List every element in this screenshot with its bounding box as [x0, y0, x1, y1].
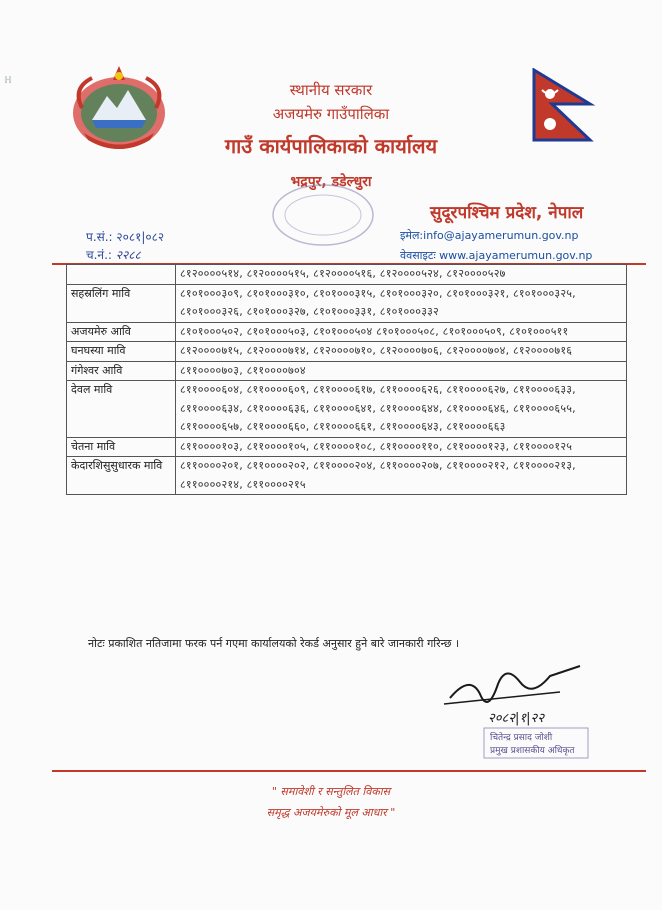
header-line-1: स्थानीय सरकार [289, 81, 373, 99]
office-address: भद्रपुर, डडेल्धुरा [290, 174, 372, 190]
roll-numbers: ८११००००७०३, ८११००००७०४ [176, 361, 627, 381]
margin-mark: ℍ [4, 76, 12, 86]
school-name: सहस्रलिंग मावि [67, 284, 176, 322]
roll-numbers: ८११००००२०१, ८११००००२०२, ८११००००२०४, ८११००००२०७, ८११००००२१२, ८११००००२१३, ८११००००२१४, ८११००००२१५ [176, 457, 627, 495]
table-row [67, 265, 627, 285]
school-name: केदारशिसुसुधारक मावि [67, 457, 176, 495]
roll-numbers: ८१०१०००३०९, ८१०१०००३१०, ८१०१०००३१५, ८१०१०००३२०, ८१०१०००३२१, ८१०१०००३२५, ८१०१०००३२६, ८१०१०००३२७, ८१०१०००३३१, ८१०१०००३३२ [176, 284, 627, 322]
table-row [67, 284, 627, 322]
roll-numbers: ८११००००१०३, ८११००००१०५, ८११००००१०८, ८११००००११०, ८११००००१२३, ८११००००१२५ [176, 437, 627, 457]
roll-numbers: ८१०१०००५०२, ८१०१०००५०३, ८१०१०००५०४ ८१०१०००५०८, ८१०१०००५०९, ८१०१०००५११ [176, 322, 627, 342]
school-name [67, 265, 176, 285]
roll-numbers: ८१२००००७१५, ८१२००००७१४, ८१२००००७१०, ८१२००००७०६, ८१२००००७०४, ८१२००००७१६ [176, 342, 627, 362]
school-name: देवल मावि [67, 381, 176, 438]
motto-line-2: समृद्ध अजयमेरुको मूल आधार " [266, 806, 396, 819]
reference-number: प.सं.: २०८१|०८२ [86, 230, 165, 244]
dispatch-label: च.नं.: [86, 248, 112, 262]
results-table [66, 264, 627, 495]
dispatch-number [86, 246, 141, 263]
office-stamp-icon [268, 180, 378, 250]
office-title: गाउँ कार्यपालिकाको कार्यालय [224, 134, 438, 158]
motto-line-1: " समावेशी र सन्तुलित विकास [271, 785, 391, 798]
signature-date: २०८२|१|२२ [488, 711, 545, 726]
roll-numbers: ८१२००००५१४, ८१२००००५१५, ८१२००००५१६, ८१२००००५२४, ८१२००००५२७ [176, 265, 627, 285]
table-row [67, 457, 627, 495]
header-line-2: अजयमेरु गाउँपालिका [272, 105, 390, 123]
disclaimer-note: नोटः प्रकाशित नतिजामा फरक पर्न गएमा कार्यालयको रेकर्ड अनुसार हुने बारे जानकारी गरिन्छ । [88, 637, 460, 650]
school-name: घनघस्या मावि [67, 342, 176, 362]
footer-divider [52, 770, 646, 772]
table-row [67, 322, 627, 342]
school-name: चेतना मावि [67, 437, 176, 457]
school-name: अजयमेरु आवि [67, 322, 176, 342]
email-text[interactable]: इमेल:info@ajayamerumun.gov.np [400, 229, 579, 242]
stamp-title: प्रमुख प्रशासकीय अधिकृत [490, 746, 575, 756]
table-row [67, 437, 627, 457]
table-row [67, 381, 627, 438]
stamp-name: चितेन्द्र प्रसाद जोशी [490, 733, 553, 743]
website-text[interactable]: वेवसाइटः www.ajayamerumun.gov.np [400, 249, 593, 262]
province-name: सुदूरपश्चिम प्रदेश, नेपाल [430, 203, 584, 223]
dispatch-value: २२८८ [115, 248, 141, 262]
table-row [67, 342, 627, 362]
table-row [67, 361, 627, 381]
roll-numbers: ८११००००६०४, ८११००००६०९, ८११००००६१७, ८११००००६२६, ८११००००६२७, ८११००००६३३, ८११००००६३४, ८११००००६३६, ८११००००६४१, ८११००००६४४, ८११००००६४६, ८११००००६५५, ८११००००६५७, ८११००००६६०, ८११००००६६१, ८११००००६४३, ८११००००६६३ [176, 381, 627, 438]
school-name: गंगेश्वर आवि [67, 361, 176, 381]
signature-icon [440, 654, 590, 764]
